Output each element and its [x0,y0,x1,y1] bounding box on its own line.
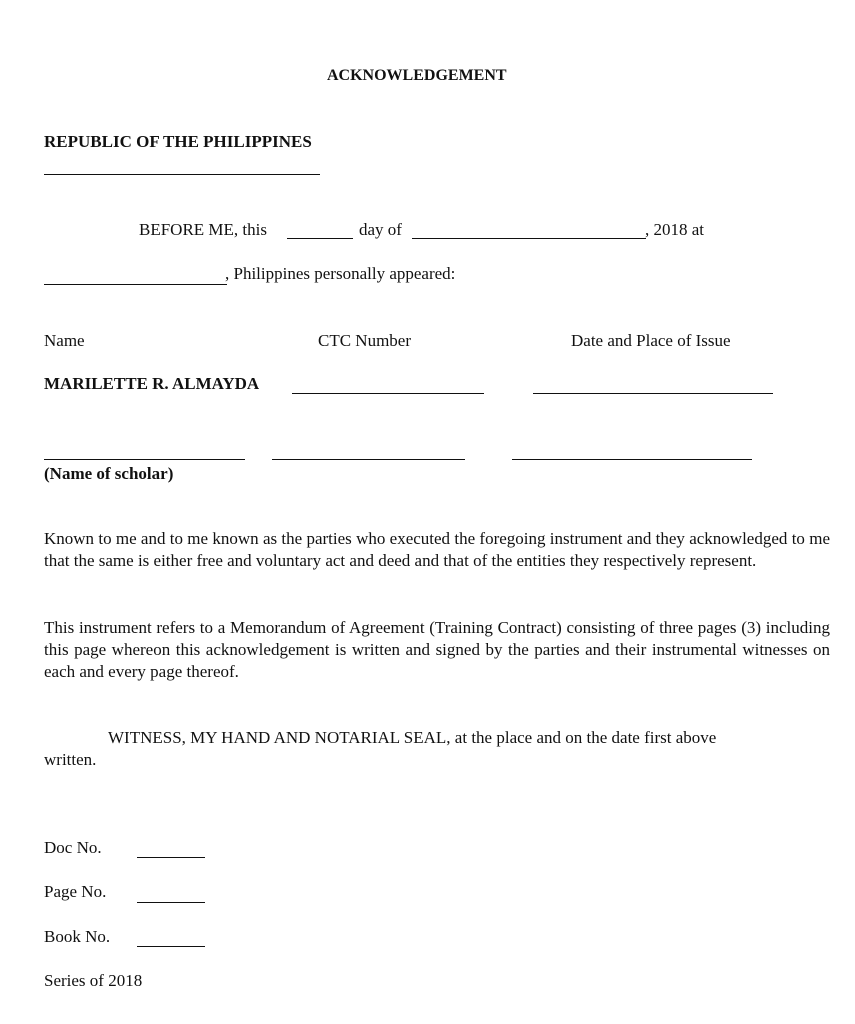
witness-line-1: WITNESS, MY HAND AND NOTARIAL SEAL, at the place and on the date first above [108,728,717,747]
republic-blank-line [44,174,320,175]
column-issue-header: Date and Place of Issue [571,331,731,350]
day-blank-line [287,238,353,239]
page-no-label: Page No. [44,882,107,901]
place-blank-line [44,284,227,285]
before-me-text: BEFORE ME, this [139,220,267,239]
scholar-label: (Name of scholar) [44,464,174,483]
paragraph-known: Known to me and to me known as the parties who executed the foregoing instrument and they acknowledged to me that the same is either free and voluntary act and deed and that of the entities they respectively represent. [44,529,830,570]
scholar-issue-line [512,459,752,460]
book-no-line [137,946,205,947]
book-no-label: Book No. [44,927,111,946]
party-issue-line [533,393,773,394]
day-of-text: day of [359,220,402,239]
paragraph-instrument: This instrument refers to a Memorandum of Agreement (Training Contract) consisting of three pages (3) including this page whereon this acknowledgement is written and signed by the parties and their instrumental witnesses on each and every page thereof. [44,618,830,681]
column-name-header: Name [44,331,85,350]
party-ctc-line [292,393,484,394]
page-no-line [137,902,205,903]
doc-no-line [137,857,205,858]
scholar-ctc-line [272,459,465,460]
series-label: Series of 2018 [44,971,143,990]
scholar-name-line [44,459,245,460]
witness-line-2: written. [44,750,97,769]
column-ctc-header: CTC Number [318,331,412,350]
document-title: ACKNOWLEDGEMENT [327,67,507,84]
party-name: MARILETTE R. ALMAYDA [44,374,260,393]
republic-heading: REPUBLIC OF THE PHILIPPINES [44,132,312,151]
month-blank-line [412,238,646,239]
year-at-text: , 2018 at [645,220,705,239]
doc-no-label: Doc No. [44,838,102,857]
appeared-text: , Philippines personally appeared: [225,264,456,283]
